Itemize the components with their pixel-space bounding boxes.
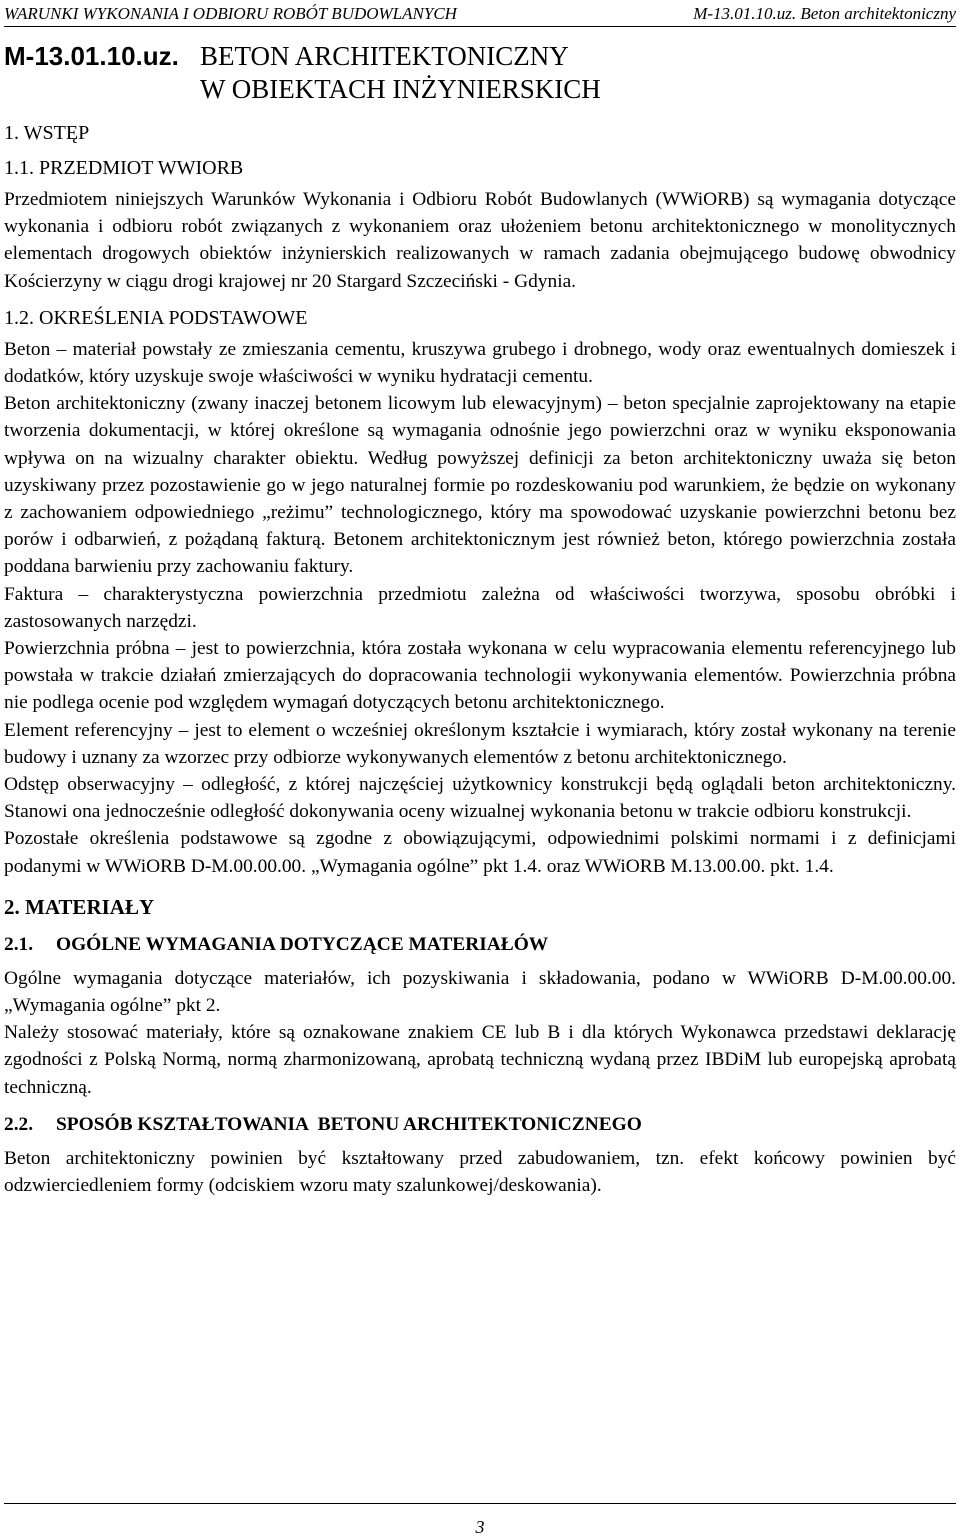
paragraph-definition-faktura: Faktura – charakterystyczna powierzchnia przedmiotu zależna od właściwości tworzywa, sposobu obróbki i zastosowanych narzędzi.	[4, 583, 956, 632]
section-number-2-2: 2.2.	[4, 1113, 34, 1135]
paragraph-shaping: Beton architektoniczny powinien być kształtowany przed zabudowaniem, tzn. efekt końcowy powinien być odzwierciedleniem formy (odciskiem wzoru maty szalunkowej/deskowania).	[4, 1147, 956, 1197]
title-line-2: W OBIEKTACH INŻYNIERSKICH	[200, 74, 601, 104]
page-footer	[4, 1503, 956, 1537]
paragraph-definition-beton: Beton – materiał powstały ze zmieszania cementu, kruszywa grubego i drobnego, wody oraz ewentualnych domieszek i dodatków, który uzyskuje swoje właściwości w wyniku hydratacji cementu.	[4, 338, 956, 388]
section-heading-2-2	[4, 1111, 956, 1138]
header-spec-code: M-13.01.10.uz. Beton architektoniczny	[693, 4, 956, 23]
spec-code: M-13.01.10.uz.	[4, 41, 179, 71]
paragraph-definition-odstep-obserwacyjny: Odstęp obserwacyjny – odległość, z której najczęściej użytkownicy konstrukcji będą oglądali beton architektoniczny. Stanowi ona jednocześnie odległość dokonywania oceny wizualnej wykonania betonu w trakcie odbioru konstrukcji.	[4, 774, 956, 823]
section-title-2-2: SPOSÓB KSZTAŁTOWANIA BETONU ARCHITEKTONICZNEGO	[56, 1113, 642, 1135]
paragraph-definition-element-referencyjny: Element referencyjny – jest to element o wcześniej określonym kształcie i wymiarach, który został wykonany na terenie budowy i uznany za wzorzec przy odbiorze wykonywanych elementów z betonu architektonicznego.	[4, 719, 956, 768]
document-title	[4, 40, 956, 106]
paragraph-general-requirements: Ogólne wymagania dotyczące materiałów, ich pozyskiwania i składowania, podano w WWiORB D-M.00.00.00. „Wymagania ogólne” pkt 2.	[4, 967, 956, 1017]
section-heading-2: 2. MATERIAŁY	[4, 894, 155, 919]
section-heading-1: 1. WSTĘP	[4, 122, 90, 144]
paragraph-definition-powierzchnia-probna: Powierzchnia próbna – jest to powierzchnia, która została wykonana w celu wypracowania elementu referencyjnego lub powstała w trakcie działań zmierzających do dopracowania technologii wykonywania elementów. Powierzchnia próbna nie podlega ocenie pod względem wymagań dotyczących betonu architektonicznego.	[4, 638, 956, 714]
section-number-2-1: 2.1.	[4, 933, 34, 955]
running-header	[4, 0, 956, 27]
section-heading-1-2: 1.2. OKREŚLENIA PODSTAWOWE	[4, 306, 308, 329]
page-number: 3	[475, 1517, 485, 1537]
section-heading-2-1	[4, 931, 956, 958]
header-document-title: WARUNKI WYKONANIA I ODBIORU ROBÓT BUDOWLANYCH	[4, 4, 457, 23]
section-heading-1-1: 1.1. PRZEDMIOT WWIORB	[4, 157, 244, 179]
paragraph-other-definitions: Pozostałe określenia podstawowe są zgodne z obowiązującymi, odpowiednimi polskimi normami i z definicjami podanymi w WWiORB D-M.00.00.00. „Wymagania ogólne” pkt 1.4. oraz WWiORB M.13.00.00. pkt. 1.4.	[4, 828, 956, 877]
page-content	[4, 40, 956, 1199]
paragraph-definition-beton-architektoniczny: Beton architektoniczny (zwany inaczej betonem licowym lub elewacyjnym) – beton specjalnie zaprojektowany na etapie tworzenia dokumentacji, w której określone są wymagania odnośnie jego powierzchni oraz w wyniku eksponowania wpływa on na wizualny charakter obiektu. Według powyższej definicji za beton architektoniczny uważa się beton uzyskiwany przez pozostawienie go w jego naturalnej formie po rozdeskowaniu pod warunkiem, że będzie on wykonany z zachowaniem odpowiedniego „reżimu” technologicznego, który ma spowodować uzyskanie powierzchni betonu bez porów i odbarwień, z pożądaną fakturą. Betonem architektonicznym jest również beton, którego powierzchnia została poddana barwieniu przy zachowaniu faktury.	[4, 393, 956, 578]
title-line-1: BETON ARCHITEKTONICZNY	[200, 41, 569, 71]
paragraph-ce-marking: Należy stosować materiały, które są oznakowane znakiem CE lub B i dla których Wykonawca przedstawi deklarację zgodności z Polską Normą, normą zharmonizowaną, aprobatą techniczną wydaną przez IBDiM lub europejską aprobatą techniczną.	[4, 1022, 956, 1098]
section-title-2-1: OGÓLNE WYMAGANIA DOTYCZĄCE MATERIAŁÓW	[56, 933, 549, 955]
paragraph-subject: Przedmiotem niniejszych Warunków Wykonania i Odbioru Robót Budowlanych (WWiORB) są wymagania dotyczące wykonania i odbioru robót związanych z wykonaniem oraz ułożeniem betonu architektonicznego w monolitycznych elementach drogowych obiektów inżynierskich realizowanych w ramach zadania obejmującego budowę obwodnicy Kościerzyny w ciągu drogi krajowej nr 20 Stargard Szczeciński - Gdynia.	[4, 189, 956, 292]
